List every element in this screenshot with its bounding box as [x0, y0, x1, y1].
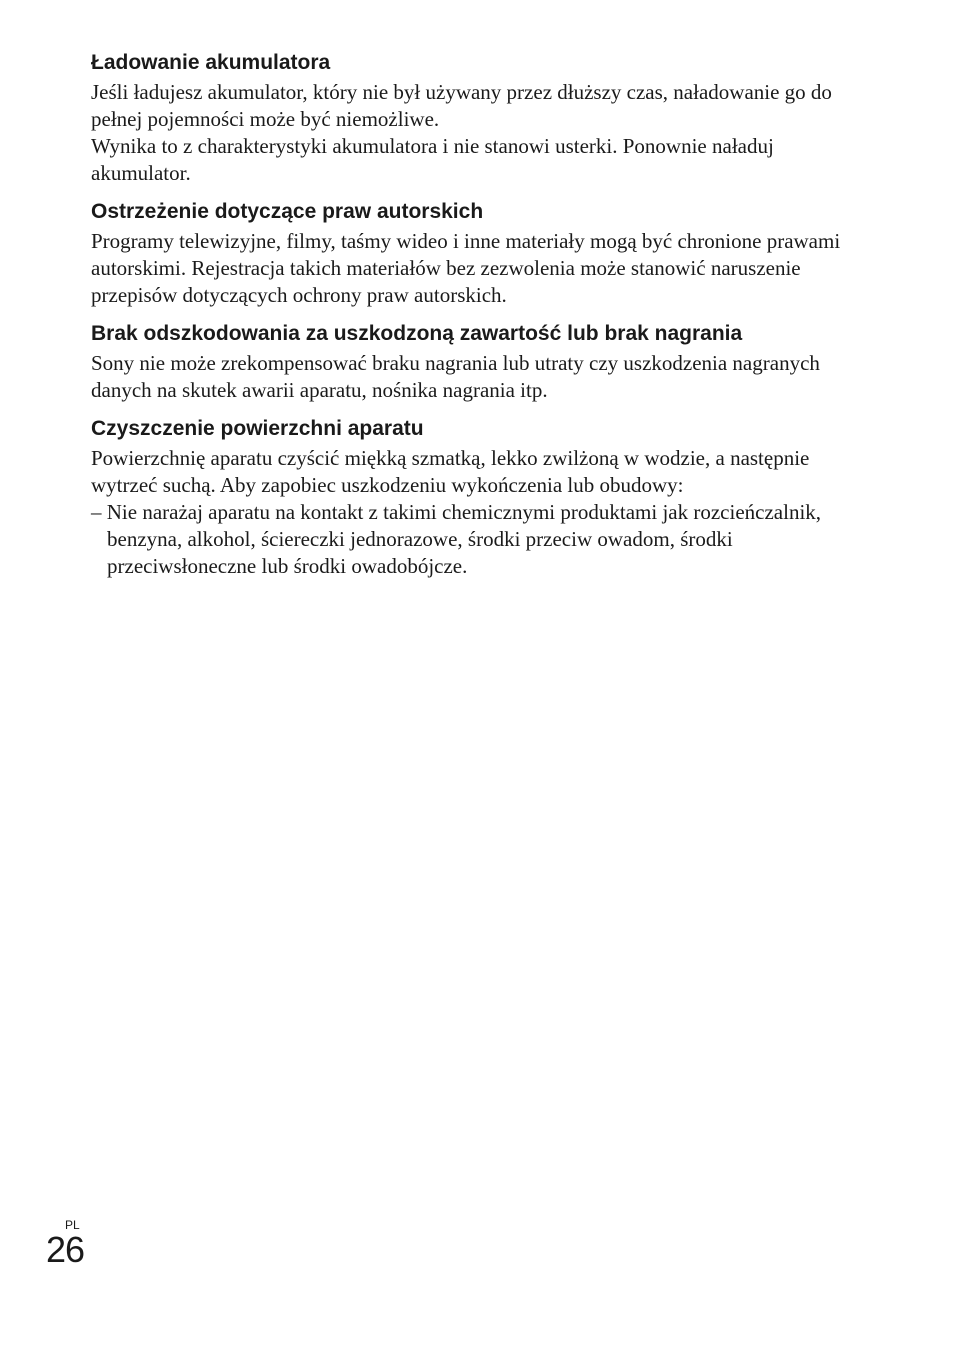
section-heading: Brak odszkodowania za uszkodzoną zawartość lub brak nagrania	[91, 322, 743, 345]
page-footer	[46, 1218, 84, 1268]
language-code: PL	[65, 1218, 80, 1232]
section-heading: Ostrzeżenie dotyczące praw autorskich	[91, 200, 484, 223]
section-paragraph: Sony nie może zrekompensować braku nagrania lub utraty czy uszkodzenia nagranych danych na skutek awarii aparatu, nośnika nagrania itp.	[91, 351, 820, 402]
section-paragraph: Powierzchnię aparatu czyścić miękką szmatką, lekko zwilżoną w wodzie, a następnie wytrzeć suchą. Aby zapobiec uszkodzeniu wykończenia lub obudowy:	[91, 446, 810, 497]
section-paragraph: Programy telewizyjne, filmy, taśmy wideo i inne materiały mogą być chronione prawami autorskimi. Rejestracja takich materiałów bez zezwolenia może stanowić naruszenie przepisów dotyczących ochrony praw autorskich.	[91, 229, 841, 307]
section-paragraph: Jeśli ładujesz akumulator, który nie był używany przez dłuższy czas, naładowanie go do pełnej pojemności może być niemożliwe.	[91, 80, 832, 131]
section-copyright-warning	[91, 199, 851, 309]
bullet-item: – Nie narażaj aparatu na kontakt z takimi chemicznymi produktami jak rozcieńczalnik, benzyna, alkohol, ściereczki jednorazowe, środki przeciw owadom, środki przeciwsłoneczne lub środki owadobójcze.	[91, 500, 822, 578]
section-heading: Czyszczenie powierzchni aparatu	[91, 417, 424, 440]
section-battery-charging	[91, 50, 851, 187]
section-paragraph: Wynika to z charakterystyki akumulatora i nie stanowi usterki. Ponownie naładuj akumulator.	[91, 134, 774, 185]
section-cleaning	[91, 416, 851, 580]
page-number: 26	[46, 1229, 85, 1270]
section-heading: Ładowanie akumulatora	[91, 51, 331, 74]
document-body	[91, 50, 851, 592]
section-no-compensation	[91, 321, 851, 404]
